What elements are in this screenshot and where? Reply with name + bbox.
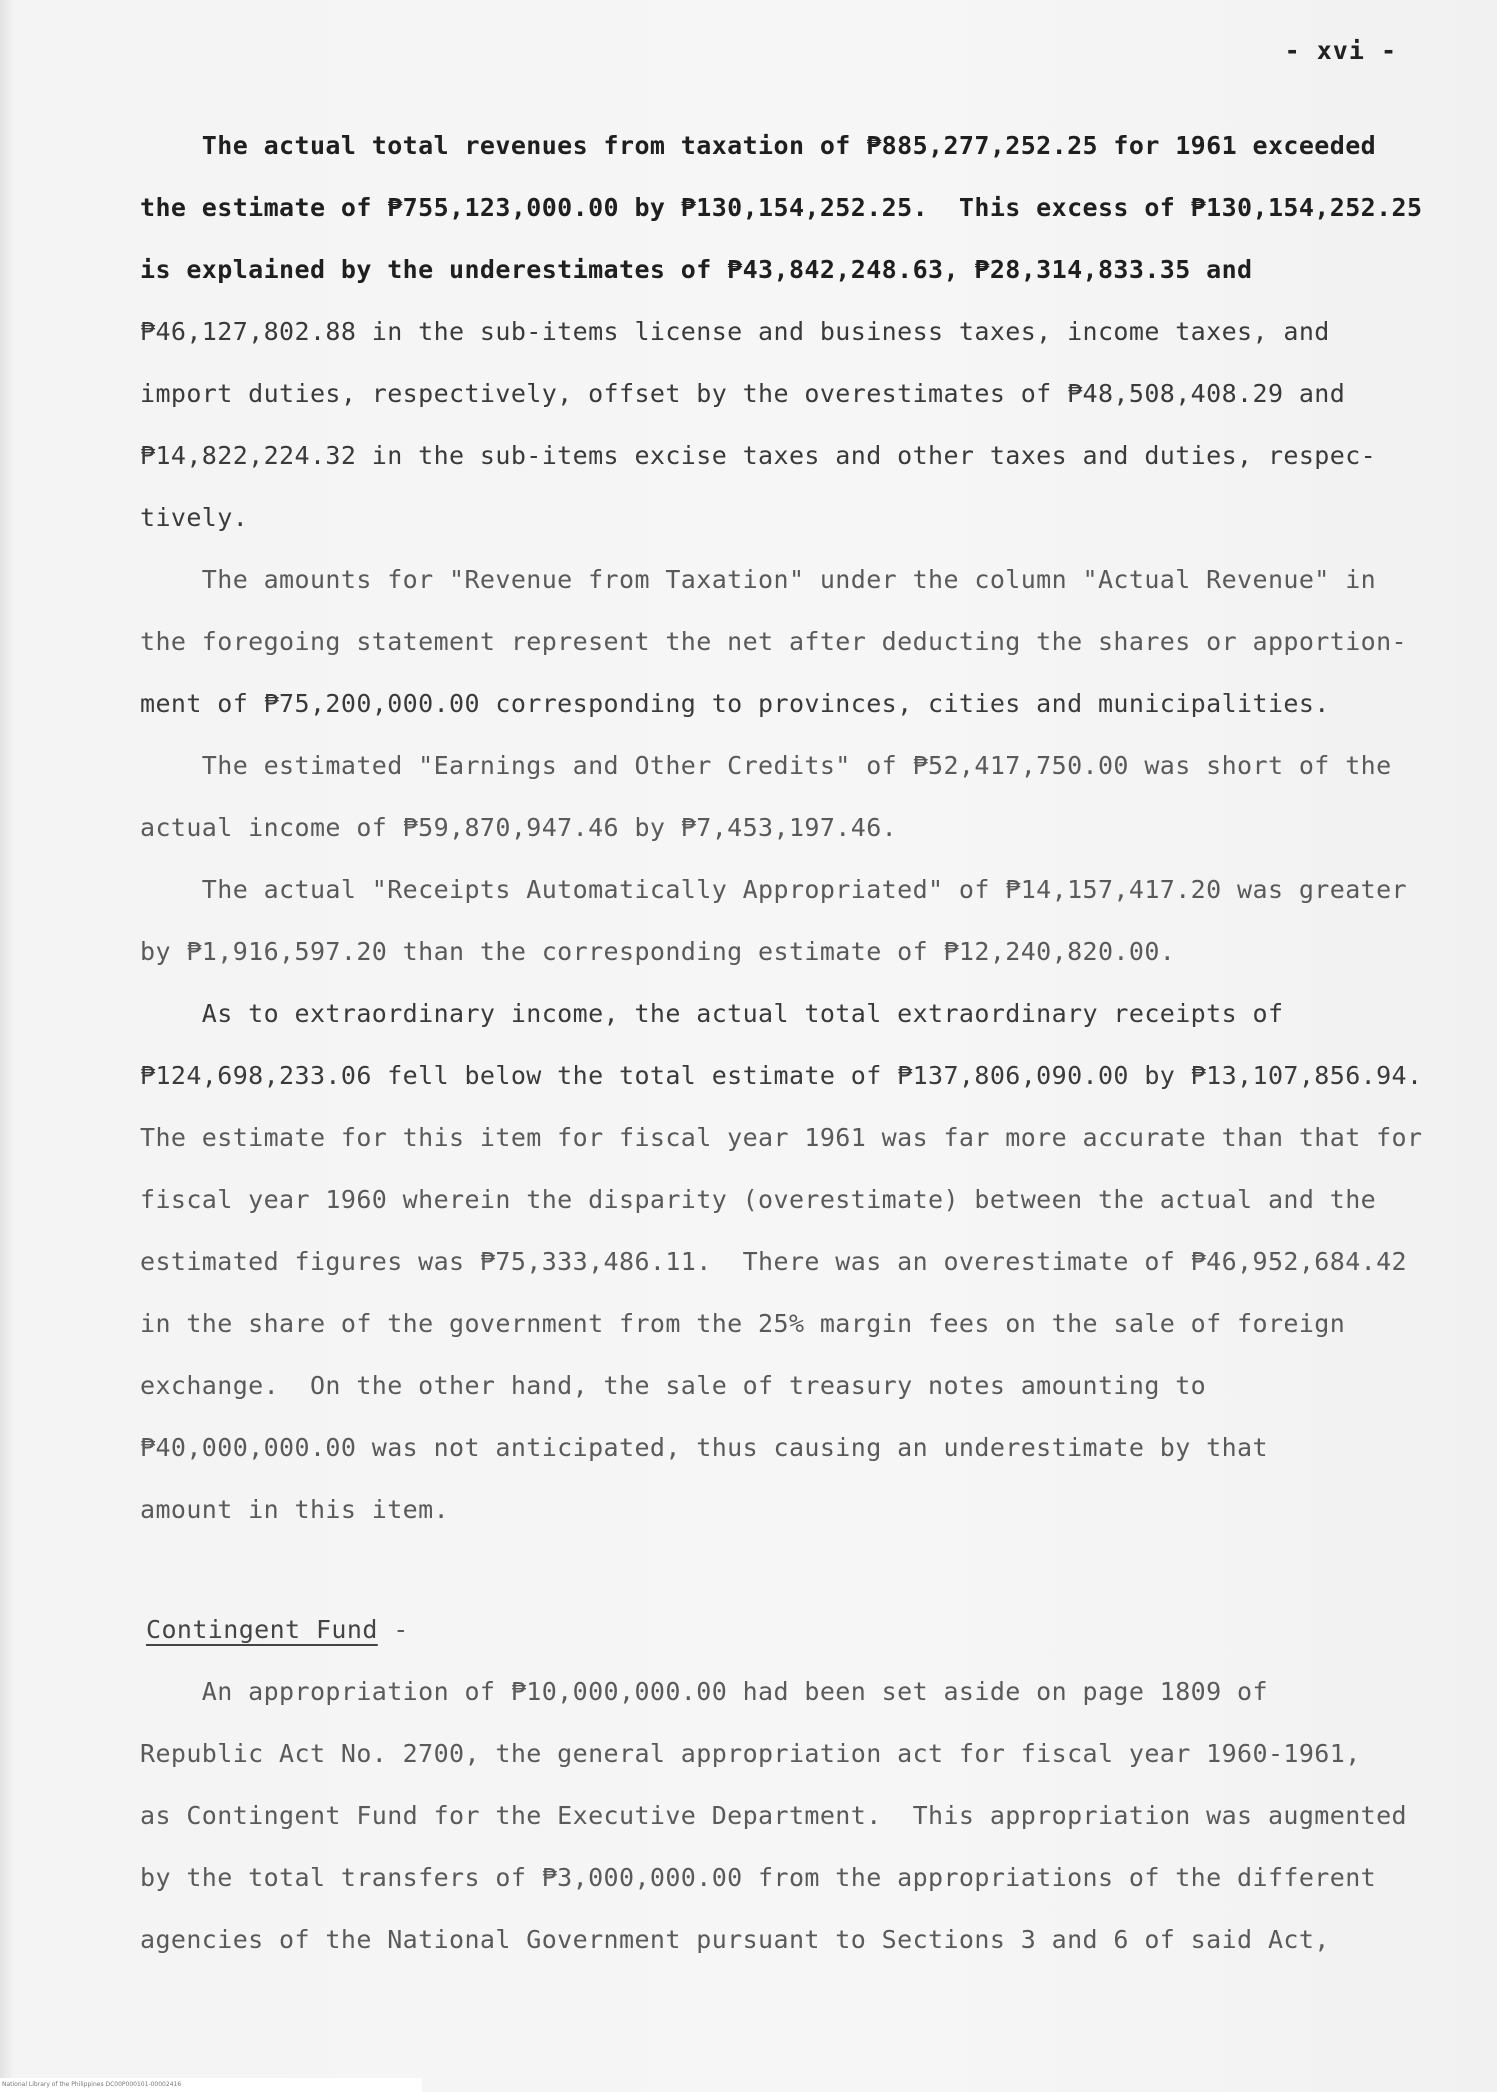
text-line: ₱46,127,802.88 in the sub-items license and business taxes, income taxes, and bbox=[140, 317, 1330, 346]
text-line: actual income of ₱59,870,947.46 by ₱7,453,197.46. bbox=[140, 813, 898, 842]
text-line: Republic Act No. 2700, the general appropriation act for fiscal year 1960-1961, bbox=[140, 1739, 1361, 1768]
paragraph-receipts bbox=[140, 859, 1430, 983]
section-heading: Contingent Fund bbox=[146, 1615, 378, 1644]
text-line: amount in this item. bbox=[140, 1495, 450, 1524]
text-line: in the share of the government from the 25% margin fees on the sale of foreign bbox=[140, 1309, 1346, 1338]
text-line: The amounts for "Revenue from Taxation" under the column "Actual Revenue" in bbox=[140, 565, 1377, 594]
text-line: ₱124,698,233.06 fell below the total estimate of ₱137,806,090.00 by ₱13,107,856.94. bbox=[140, 1061, 1423, 1090]
section-spacer bbox=[140, 1541, 1430, 1599]
text-line: tively. bbox=[140, 503, 249, 532]
text-line: estimated figures was ₱75,333,486.11. There was an overestimate of ₱46,952,684.42 bbox=[140, 1247, 1408, 1276]
text-line: by ₱1,916,597.20 than the corresponding estimate of ₱12,240,820.00. bbox=[140, 937, 1176, 966]
text-line: as Contingent Fund for the Executive Department. This appropriation was augmented bbox=[140, 1801, 1408, 1830]
text-line: by the total transfers of ₱3,000,000.00 from the appropriations of the different bbox=[140, 1863, 1377, 1892]
text-line: the foregoing statement represent the net after deducting the shares or apportion- bbox=[140, 627, 1408, 656]
text-line: is explained by the underestimates of ₱43,842,248.63, ₱28,314,833.35 and bbox=[140, 255, 1253, 284]
text-line: the estimate of ₱755,123,000.00 by ₱130,154,252.25. This excess of ₱130,154,252.25 bbox=[140, 193, 1423, 222]
document-body bbox=[140, 115, 1430, 1971]
text-line: The actual "Receipts Automatically Appropriated" of ₱14,157,417.20 was greater bbox=[140, 875, 1408, 904]
text-line: An appropriation of ₱10,000,000.00 had been set aside on page 1809 of bbox=[140, 1677, 1268, 1706]
paragraph-net-revenue bbox=[140, 549, 1430, 735]
section-heading-suffix: - bbox=[377, 1615, 409, 1644]
paragraph-taxation-revenue bbox=[140, 115, 1430, 549]
section-contingent-fund bbox=[140, 1599, 1430, 1971]
text-line: agencies of the National Government pursuant to Sections 3 and 6 of said Act, bbox=[140, 1925, 1330, 1954]
text-line: fiscal year 1960 wherein the disparity (overestimate) between the actual and the bbox=[140, 1185, 1377, 1214]
section-heading-line bbox=[140, 1599, 1430, 1661]
text-line: ₱40,000,000.00 was not anticipated, thus causing an underestimate by that bbox=[140, 1433, 1268, 1462]
text-line: exchange. On the other hand, the sale of treasury notes amounting to bbox=[140, 1371, 1207, 1400]
text-line: ment of ₱75,200,000.00 corresponding to provinces, cities and municipalities. bbox=[140, 689, 1330, 718]
text-line: ₱14,822,224.32 in the sub-items excise taxes and other taxes and duties, respec- bbox=[140, 441, 1377, 470]
paragraph-earnings bbox=[140, 735, 1430, 859]
text-line: The estimate for this item for fiscal year 1961 was far more accurate than that for bbox=[140, 1123, 1423, 1152]
text-line: As to extraordinary income, the actual total extraordinary receipts of bbox=[140, 999, 1284, 1028]
text-line: The actual total revenues from taxation of ₱885,277,252.25 for 1961 exceeded bbox=[140, 131, 1377, 160]
paragraph-extraordinary-income bbox=[140, 983, 1430, 1541]
text-line: import duties, respectively, offset by the overestimates of ₱48,508,408.29 and bbox=[140, 379, 1346, 408]
text-line: The estimated "Earnings and Other Credits" of ₱52,417,750.00 was short of the bbox=[140, 751, 1392, 780]
footer-caption: National Library of the Philippines DC00P000101-00002416 bbox=[0, 2078, 422, 2092]
page-number: - xvi - bbox=[1284, 36, 1397, 65]
